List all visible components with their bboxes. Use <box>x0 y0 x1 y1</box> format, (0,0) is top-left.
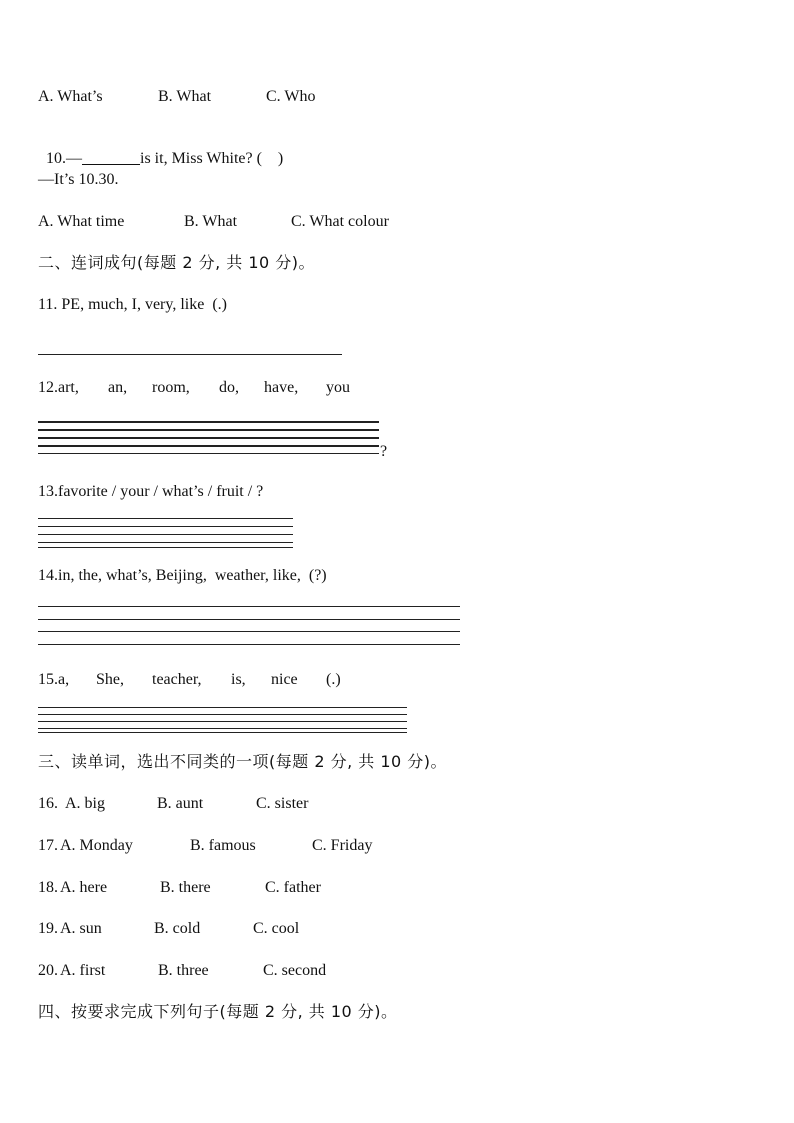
q9-option-b[interactable]: B. What <box>158 88 212 105</box>
q15-answer-line[interactable] <box>38 707 407 708</box>
q12-word: 12.art, <box>38 379 79 396</box>
section-2-title: 二、连词成句(每题 2 分, 共 10 分)。 <box>38 253 316 272</box>
q15-answer-line[interactable] <box>38 721 407 722</box>
q12-word: room, <box>152 379 190 396</box>
q20-option-a[interactable]: A. first <box>60 962 106 979</box>
q10-option-c[interactable]: C. What colour <box>291 213 389 230</box>
q14-answer-line[interactable] <box>38 631 460 632</box>
q10-answer-blank[interactable] <box>82 150 140 165</box>
q12-answer-line[interactable] <box>38 445 379 447</box>
q17-option-b[interactable]: B. famous <box>190 837 256 854</box>
q17-option-c[interactable]: C. Friday <box>312 837 373 854</box>
q10-answer-line: —It’s 10.30. <box>38 171 119 188</box>
q12-answer-line[interactable] <box>38 429 379 431</box>
q14-answer-line[interactable] <box>38 619 460 620</box>
section-3-title: 三、读单词，选出不同类的一项(每题 2 分, 共 10 分)。 <box>38 752 448 771</box>
q15-answer-line[interactable] <box>38 732 407 733</box>
q16-option-b[interactable]: B. aunt <box>157 795 204 812</box>
q12-answer-line[interactable] <box>38 453 379 454</box>
q9-option-c[interactable]: C. Who <box>266 88 316 105</box>
q18-option-a[interactable]: A. here <box>60 879 108 896</box>
q13-answer-line[interactable] <box>38 534 293 535</box>
q16-option-a[interactable]: A. big <box>65 795 105 812</box>
q18-option-c[interactable]: C. father <box>265 879 321 896</box>
q19-option-a[interactable]: A. sun <box>60 920 102 937</box>
q12-answer-line[interactable] <box>38 421 379 423</box>
section-4-title: 四、按要求完成下列句子(每题 2 分, 共 10 分)。 <box>38 1002 398 1021</box>
q12-word: you <box>326 379 350 396</box>
q13-answer-line[interactable] <box>38 547 293 548</box>
q20-option-b[interactable]: B. three <box>158 962 209 979</box>
q11-answer-line[interactable] <box>38 354 342 355</box>
q12-answer-line[interactable] <box>38 437 379 439</box>
q15-word: 15.a, <box>38 671 70 688</box>
q15-word: She, <box>96 671 124 688</box>
q12-end-mark: ? <box>380 443 388 460</box>
q9-option-a[interactable]: A. What’s <box>38 88 103 105</box>
q10-option-b[interactable]: B. What <box>184 213 238 230</box>
q20-option-c[interactable]: C. second <box>263 962 327 979</box>
q16-number: 16. <box>38 795 58 812</box>
q15-word: is, <box>231 671 246 688</box>
q13-answer-line[interactable] <box>38 518 293 519</box>
q15-word: teacher, <box>152 671 202 688</box>
q18-number: 18. <box>38 879 58 896</box>
q10-option-a[interactable]: A. What time <box>38 213 125 230</box>
q15-answer-line[interactable] <box>38 714 407 715</box>
q15-word: (.) <box>326 671 341 688</box>
q10-text: is it, Miss White? ( ) <box>140 150 284 167</box>
q14-answer-line[interactable] <box>38 606 460 607</box>
q10-number: 10.— <box>46 150 82 167</box>
q10-question <box>38 129 283 169</box>
q17-number: 17. <box>38 837 58 854</box>
q15-answer-line[interactable] <box>38 728 407 729</box>
q16-option-c[interactable]: C. sister <box>256 795 309 812</box>
q19-number: 19. <box>38 920 58 937</box>
q15-word: nice <box>271 671 298 688</box>
q17-option-a[interactable]: A. Monday <box>60 837 133 854</box>
q13-text: 13.favorite / your / what’s / fruit / ? <box>38 483 264 500</box>
q19-option-b[interactable]: B. cold <box>154 920 201 937</box>
q19-option-c[interactable]: C. cool <box>253 920 300 937</box>
q13-answer-line[interactable] <box>38 526 293 527</box>
q12-word: an, <box>108 379 128 396</box>
q13-answer-line[interactable] <box>38 542 293 543</box>
q14-answer-line[interactable] <box>38 644 460 645</box>
q11-text: 11. PE, much, I, very, like (.) <box>38 296 227 313</box>
q18-option-b[interactable]: B. there <box>160 879 211 896</box>
q14-text: 14.in, the, what’s, Beijing, weather, like, (?) <box>38 567 327 584</box>
q12-word: do, <box>219 379 239 396</box>
q20-number: 20. <box>38 962 58 979</box>
q12-word: have, <box>264 379 299 396</box>
